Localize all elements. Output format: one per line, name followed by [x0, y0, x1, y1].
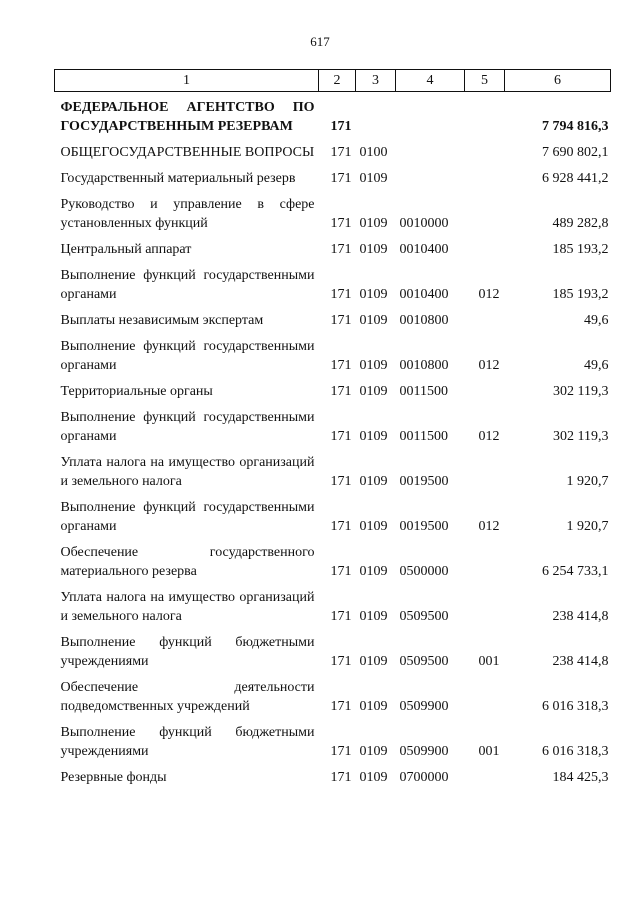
row-amount: 6 016 318,3 — [542, 744, 609, 759]
table-row — [55, 626, 611, 671]
row-code-expense-type: 012 — [478, 287, 500, 302]
row-code-ministry: 171 — [330, 384, 352, 399]
row-code-ministry: 171 — [330, 519, 352, 534]
row-code-expense-type — [465, 92, 505, 137]
row-code-article: 0010000 — [399, 216, 449, 231]
row-code-section: 0109 — [359, 770, 388, 785]
row-code-article — [396, 92, 465, 137]
row-code-ministry: 171 — [330, 171, 352, 186]
table-row — [55, 536, 611, 581]
row-amount: 302 119,3 — [553, 429, 609, 444]
row-amount: 302 119,3 — [553, 384, 609, 399]
row-amount: 1 920,7 — [566, 474, 609, 489]
row-code-expense-type — [465, 536, 505, 581]
row-code-article: 0509500 — [399, 609, 449, 624]
row-code-ministry: 171 — [330, 654, 352, 669]
column-header: 2 — [319, 70, 356, 92]
row-code-section: 0109 — [359, 699, 388, 714]
row-code-section: 0109 — [359, 654, 388, 669]
column-header: 3 — [356, 70, 396, 92]
row-code-ministry: 171 — [330, 699, 352, 714]
table-row — [55, 761, 611, 787]
row-amount: 6 928 441,2 — [542, 171, 609, 186]
row-name: Выполнение функций государственными органами — [60, 268, 315, 302]
row-amount: 49,6 — [584, 358, 609, 373]
row-code-section: 0109 — [359, 313, 388, 328]
row-code-ministry: 171 — [330, 358, 352, 373]
row-code-article: 0011500 — [399, 384, 448, 399]
table-header-row — [55, 70, 611, 92]
row-code-section: 0109 — [359, 216, 388, 231]
row-code-section: 0109 — [359, 564, 388, 579]
row-code-expense-type — [465, 233, 505, 259]
row-amount: 7 794 816,3 — [542, 119, 609, 134]
row-code-section: 0109 — [359, 171, 388, 186]
row-code-ministry: 171 — [330, 216, 352, 231]
row-amount: 185 193,2 — [552, 242, 609, 257]
row-name: Уплата налога на имущество организаций и земельного налога — [60, 590, 315, 624]
row-code-expense-type — [465, 671, 505, 716]
row-code-article: 0010400 — [399, 242, 449, 257]
row-code-expense-type — [465, 761, 505, 787]
row-amount: 6 254 733,1 — [542, 564, 609, 579]
row-code-section: 0109 — [359, 519, 388, 534]
table-row — [55, 162, 611, 188]
row-name: Руководство и управление в сфере установленных функций — [60, 197, 315, 231]
row-code-expense-type: 012 — [478, 429, 500, 444]
row-code-section: 0109 — [359, 744, 388, 759]
table-row — [55, 581, 611, 626]
row-code-expense-type: 012 — [478, 519, 500, 534]
table-row — [55, 330, 611, 375]
row-name: Выполнение функций государственными органами — [60, 339, 315, 373]
row-code-ministry: 171 — [330, 287, 352, 302]
column-header: 1 — [55, 70, 319, 92]
row-code-ministry: 171 — [330, 119, 352, 134]
row-name: Выполнение функций государственными органами — [60, 500, 315, 534]
row-code-article: 0010400 — [399, 287, 449, 302]
column-header: 6 — [505, 70, 611, 92]
column-header: 4 — [396, 70, 465, 92]
row-amount: 6 016 318,3 — [542, 699, 609, 714]
table-row — [55, 188, 611, 233]
row-code-expense-type — [465, 446, 505, 491]
row-code-section: 0109 — [359, 287, 388, 302]
table-row — [55, 304, 611, 330]
row-code-article: 0011500 — [399, 429, 448, 444]
table-row — [55, 233, 611, 259]
row-amount: 7 690 802,1 — [542, 145, 609, 160]
row-code-expense-type — [465, 188, 505, 233]
table-row — [55, 259, 611, 304]
row-code-ministry: 171 — [330, 313, 352, 328]
row-code-section: 0109 — [359, 609, 388, 624]
row-name: Обеспечение деятельности подведомственных учреждений — [60, 680, 315, 714]
row-code-section: 0109 — [359, 474, 388, 489]
row-code-ministry: 171 — [330, 609, 352, 624]
row-code-article: 0509500 — [399, 654, 449, 669]
row-code-ministry: 171 — [330, 429, 352, 444]
table-row — [55, 375, 611, 401]
row-amount: 238 414,8 — [552, 654, 609, 669]
row-name: Выполнение функций государственными органами — [60, 410, 315, 444]
row-code-section: 0109 — [359, 358, 388, 373]
row-code-ministry: 171 — [330, 770, 352, 785]
budget-table — [54, 69, 611, 787]
row-amount: 49,6 — [584, 313, 609, 328]
table-row — [55, 401, 611, 446]
column-header: 5 — [465, 70, 505, 92]
table-row — [55, 136, 611, 162]
row-code-article: 0700000 — [399, 770, 449, 785]
table-row — [55, 671, 611, 716]
row-code-ministry: 171 — [330, 564, 352, 579]
row-code-article: 0010800 — [399, 358, 449, 373]
row-code-section: 0109 — [359, 242, 388, 257]
row-name: Государственный материальный резерв — [60, 171, 296, 186]
table-row — [55, 92, 611, 137]
row-amount: 185 193,2 — [552, 287, 609, 302]
row-name: ФЕДЕРАЛЬНОЕ АГЕНТСТВО ПО ГОСУДАРСТВЕННЫМ РЕЗЕРВАМ — [60, 100, 315, 134]
row-code-article: 0500000 — [399, 564, 449, 579]
row-name: Обеспечение государственного материального резерва — [60, 545, 315, 579]
row-code-section — [356, 92, 396, 137]
row-code-expense-type — [465, 375, 505, 401]
row-name: Центральный аппарат — [60, 242, 192, 257]
row-name: Уплата налога на имущество организаций и земельного налога — [60, 455, 315, 489]
row-name: Резервные фонды — [60, 770, 167, 785]
row-amount: 184 425,3 — [552, 770, 609, 785]
page-number: 617 — [310, 34, 330, 49]
row-code-article — [396, 136, 465, 162]
row-code-article: 0019500 — [399, 474, 449, 489]
row-amount: 489 282,8 — [552, 216, 609, 231]
row-code-expense-type — [465, 162, 505, 188]
row-code-article: 0509900 — [399, 699, 449, 714]
row-code-article — [396, 162, 465, 188]
row-code-expense-type — [465, 136, 505, 162]
row-name: Территориальные органы — [60, 384, 213, 399]
row-code-section: 0100 — [359, 145, 388, 160]
row-code-ministry: 171 — [330, 242, 352, 257]
row-name: ОБЩЕГОСУДАРСТВЕННЫЕ ВОПРОСЫ — [60, 145, 315, 160]
row-code-section: 0109 — [359, 429, 388, 444]
row-code-expense-type: 012 — [478, 358, 500, 373]
table-row — [55, 446, 611, 491]
row-code-expense-type — [465, 581, 505, 626]
row-code-article: 0019500 — [399, 519, 449, 534]
row-code-expense-type — [465, 304, 505, 330]
row-name: Выполнение функций бюджетными учреждениями — [60, 725, 315, 759]
row-code-expense-type: 001 — [478, 744, 500, 759]
table-row — [55, 491, 611, 536]
row-code-ministry: 171 — [330, 145, 352, 160]
row-code-article: 0010800 — [399, 313, 449, 328]
row-code-article: 0509900 — [399, 744, 449, 759]
row-name: Выплаты независимым экспертам — [60, 313, 264, 328]
row-amount: 238 414,8 — [552, 609, 609, 624]
table-row — [55, 716, 611, 761]
row-amount: 1 920,7 — [566, 519, 609, 534]
row-code-expense-type: 001 — [478, 654, 500, 669]
row-name: Выполнение функций бюджетными учреждениями — [60, 635, 315, 669]
row-code-section: 0109 — [359, 384, 388, 399]
row-code-ministry: 171 — [330, 744, 352, 759]
row-code-ministry: 171 — [330, 474, 352, 489]
